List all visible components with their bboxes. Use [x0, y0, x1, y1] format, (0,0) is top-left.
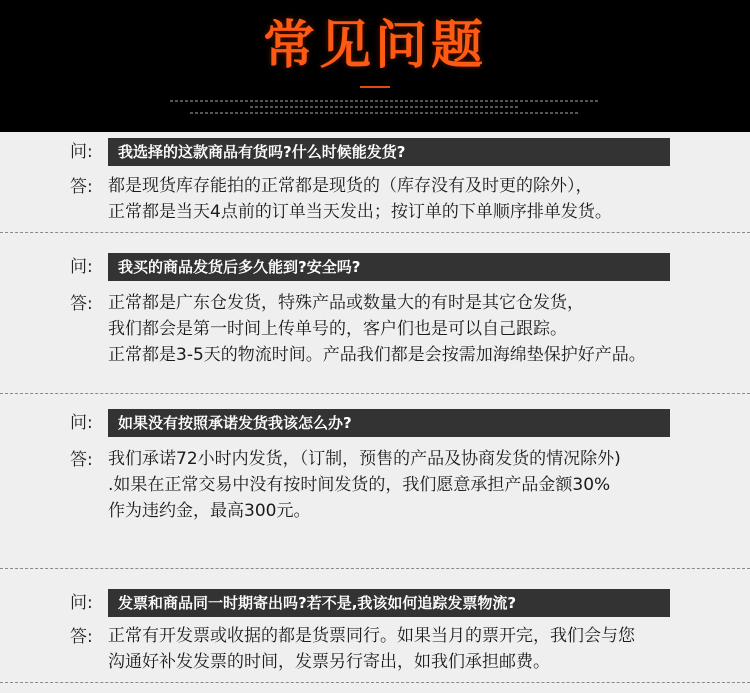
- faq-divider: [0, 682, 750, 683]
- question-text: 发票和商品同一时期寄出吗?若不是,我该如何追踪发票物流?: [108, 589, 670, 617]
- answer-line: 都是现货库存能拍的正常都是现货的（库存没有及时更的除外），: [108, 176, 593, 196]
- header-fineprint-line: [190, 112, 580, 114]
- header-banner: [0, 0, 750, 132]
- answer-line: .如果在正常交易中没有按时间发货的，我们愿意承担产品金额30%: [108, 475, 611, 495]
- question-label: 问:: [70, 142, 93, 162]
- answer-text: [108, 173, 750, 225]
- answer-line: 我们承诺72小时内发货，（订制，预售的产品及协商发货的情况除外): [108, 449, 621, 469]
- answer-line: 正常都是当天4点前的订单当天发出；按订单的下单顺序排单发货。: [108, 202, 612, 222]
- header-fineprint-line: [250, 106, 520, 108]
- answer-line: 沟通好补发发票的时间，发票另行寄出，如我们承担邮费。: [108, 652, 550, 672]
- answer-line: 我们都会是第一时间上传单号的，客户们也是可以自己跟踪。: [108, 319, 567, 339]
- header-fineprint-line: [170, 100, 600, 102]
- answer-label: 答:: [70, 294, 93, 314]
- faq-divider: [0, 568, 750, 569]
- answer-text: [108, 623, 750, 675]
- answer-line: 正常都是3-5天的物流时间。产品我们都是会按需加海绵垫保护好产品。: [108, 345, 646, 365]
- question-label: 问:: [70, 257, 93, 277]
- page-title: 常见问题: [262, 16, 487, 76]
- answer-label: 答:: [70, 177, 93, 197]
- answer-text: [108, 446, 750, 524]
- question-text: 如果没有按照承诺发货我该怎么办?: [108, 409, 670, 437]
- answer-line: 作为违约金，最高300元。: [108, 501, 311, 521]
- answer-line: 正常有开发票或收据的都是货票同行。如果当月的票开完，我们会与您: [108, 626, 635, 646]
- faq-divider: [0, 393, 750, 394]
- faq-divider: [0, 232, 750, 233]
- question-label: 问:: [70, 413, 93, 433]
- question-text: 我买的商品发货后多久能到?安全吗?: [108, 253, 670, 281]
- answer-line: 正常都是广东仓发货，特殊产品或数量大的有时是其它仓发货，: [108, 293, 584, 313]
- question-label: 问:: [70, 593, 93, 613]
- question-text: 我选择的这款商品有货吗?什么时候能发货?: [108, 138, 670, 166]
- answer-label: 答:: [70, 627, 93, 647]
- answer-text: [108, 290, 750, 368]
- answer-label: 答:: [70, 450, 93, 470]
- title-underline: [360, 86, 390, 88]
